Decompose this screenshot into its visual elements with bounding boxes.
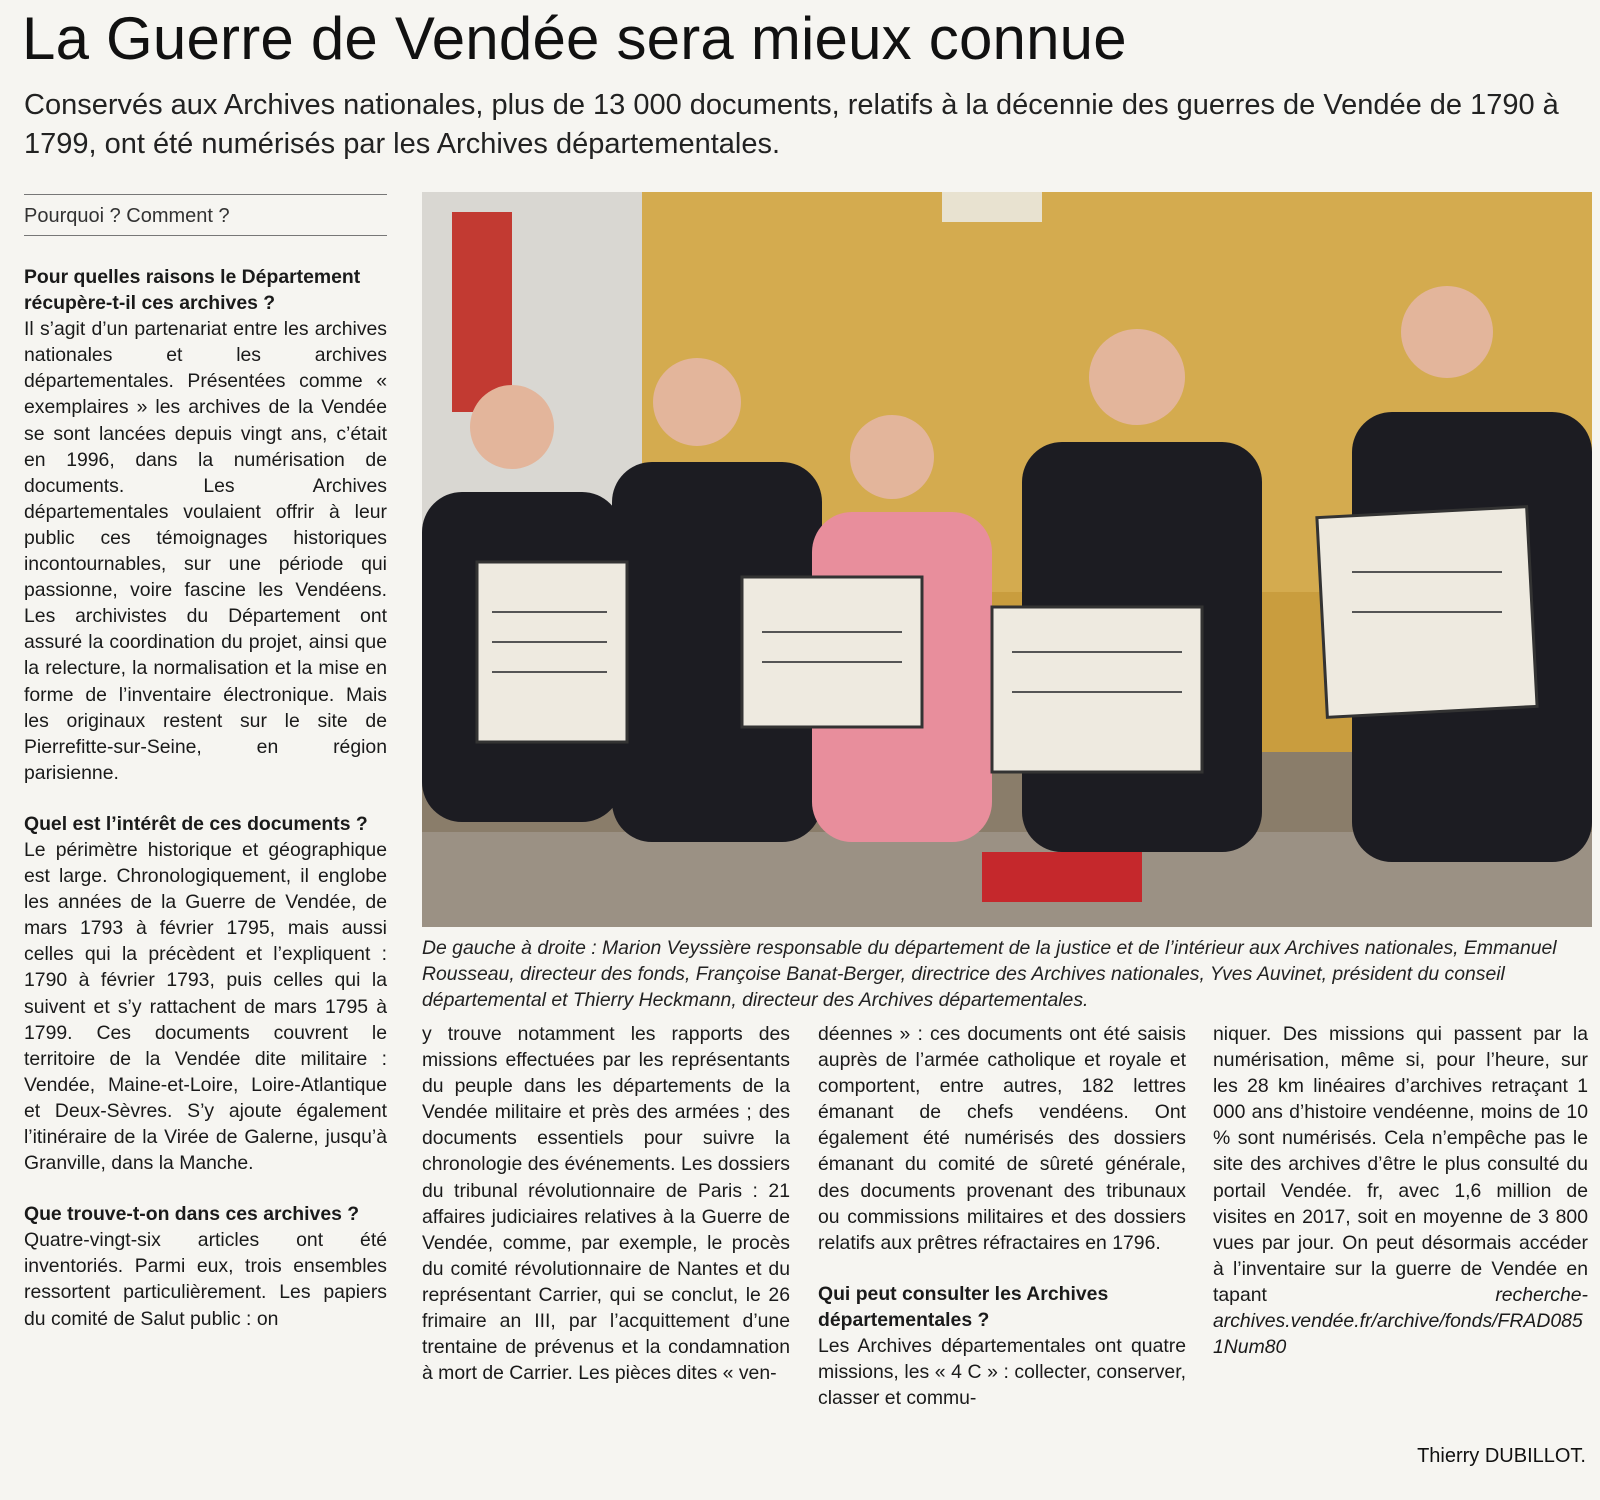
rubric: Pourquoi ? Comment ? bbox=[24, 205, 230, 227]
answer-3: Quatre-vingt-six articles ont été inventoriés. Parmi eux, trois ensembles ressortent particulièrement. Les papiers du comité de Salut public : on bbox=[24, 1229, 387, 1330]
photo-illustration bbox=[422, 192, 1592, 927]
question-1: Pour quelles raisons le Département récupère-t-il ces archives ? bbox=[24, 266, 361, 315]
column-2 bbox=[422, 1021, 790, 1386]
rubric-rule-top bbox=[24, 194, 387, 195]
question-4: Qui peut consulter les Archives départementales ? bbox=[818, 1282, 1109, 1331]
answer-4: Les Archives départementales ont quatre missions, les « 4 C » : collecter, conserver, classer et commu- bbox=[818, 1335, 1186, 1410]
column-4 bbox=[1213, 1021, 1588, 1360]
question-2: Quel est l’intérêt de ces documents ? bbox=[24, 812, 368, 835]
column-3 bbox=[818, 1021, 1186, 1411]
photo-caption: De gauche à droite : Marion Veyssière responsable du département de la justice et de l’intérieur aux Archives nationales, Emmanuel Rousseau, directeur des fonds, Françoise Banat-Berger, directrice des Archives nationales, Yves Auvinet, président du conseil départemental et Thierry Heckmann, directeur des Archives départementales. bbox=[422, 937, 1557, 1012]
column-2-text: y trouve notamment les rapports des missions effectuées par les représentants du peuple dans les départements de la Vendée militaire et près des armées ; des documents essentiels pour suivre la chronologie des événements. Les dossiers du tribunal révolutionnaire de Paris : 21 affaires judiciaires relatives à la Guerre de Vendée, comme, par exemple, le procès du comité révolutionnaire de Nantes et du représentant Carrier, qui se conclut, le 26 frimaire an III, par l’acquittement d’une trentaine de prévenus et la condamnation à mort de Carrier. Les pièces dites « ven- bbox=[422, 1023, 790, 1385]
column-4-text: niquer. Des missions qui passent par la numérisation, même si, pour l’heure, sur les 28 km linéaires d’archives retraçant 1 000 ans d’histoire vendéenne, moins de 10 % sont numérisés. Cela n’empêche pas le site des archives d’être le plus consulté du portail Vendée. fr, avec 1,6 million de visites en 2017, soit en moyenne de 3 800 vues par jour. On peut désormais accéder à l’inventaire sur la guerre de Vendée en tapant bbox=[1213, 1023, 1588, 1306]
rubric-rule-bottom bbox=[24, 235, 387, 236]
question-3: Que trouve-t-on dans ces archives ? bbox=[24, 1203, 360, 1226]
archive-url: recherche-archives.vendée.fr/archive/fonds/FRAD085 1Num80 bbox=[1213, 1283, 1588, 1359]
subhead: Conservés aux Archives nationales, plus de 13 000 documents, relatifs à la décennie des guerres de Vendée de 1790 à 1799, ont été numérisés par les Archives départementales. bbox=[24, 89, 1559, 160]
article-photo bbox=[422, 192, 1592, 927]
column-1 bbox=[24, 264, 387, 1332]
author-signature: Thierry DUBILLOT. bbox=[1417, 1445, 1586, 1467]
answer-2: Le périmètre historique et géographique est large. Chronologiquement, il englobe les années de la Guerre de Vendée, de mars 1793 à février 1795, mais aussi celles qui la précèdent et l’expliquent : 1790 à février 1793, puis celles qui la suivent et s’y rattachent de mars 1795 à 1799. Ces documents couvrent le territoire de la Vendée dite militaire : Vendée, Maine-et-Loire, Loire-Atlantique et Deux-Sèvres. S’y ajoute également l’itinéraire de la Virée de Galerne, jusqu’à Granville, dans la Manche. bbox=[24, 838, 387, 1175]
answer-1: Il s’agit d’un partenariat entre les archives nationales et les archives départementales. Présentées comme « exemplaires » les archives de la Vendée se sont lancées depuis vingt ans, c’était en 1996, dans la numérisation de documents. Les Archives départementales voulaient offrir à leur public ces témoignages historiques incontournables, sur une période qui passionne, voire fascine les Vendéens. Les archivistes du Département ont assuré la coordination du projet, ainsi que la relecture, la normalisation et la mise en forme de l’inventaire électronique. Mais les originaux restent sur le site de Pierrefitte-sur-Seine, en région parisienne. bbox=[24, 318, 387, 784]
headline: La Guerre de Vendée sera mieux connue bbox=[22, 5, 1127, 72]
column-3-text: déennes » : ces documents ont été saisis auprès de l’armée catholique et royale et comportent, entre autres, 182 lettres émanant de chefs vendéens. Ont également été numérisés des dossiers émanant du comité de sûreté générale, des documents provenant des tribunaux ou commissions militaires et des dossiers relatifs aux prêtres réfractaires en 1796. bbox=[818, 1023, 1186, 1254]
